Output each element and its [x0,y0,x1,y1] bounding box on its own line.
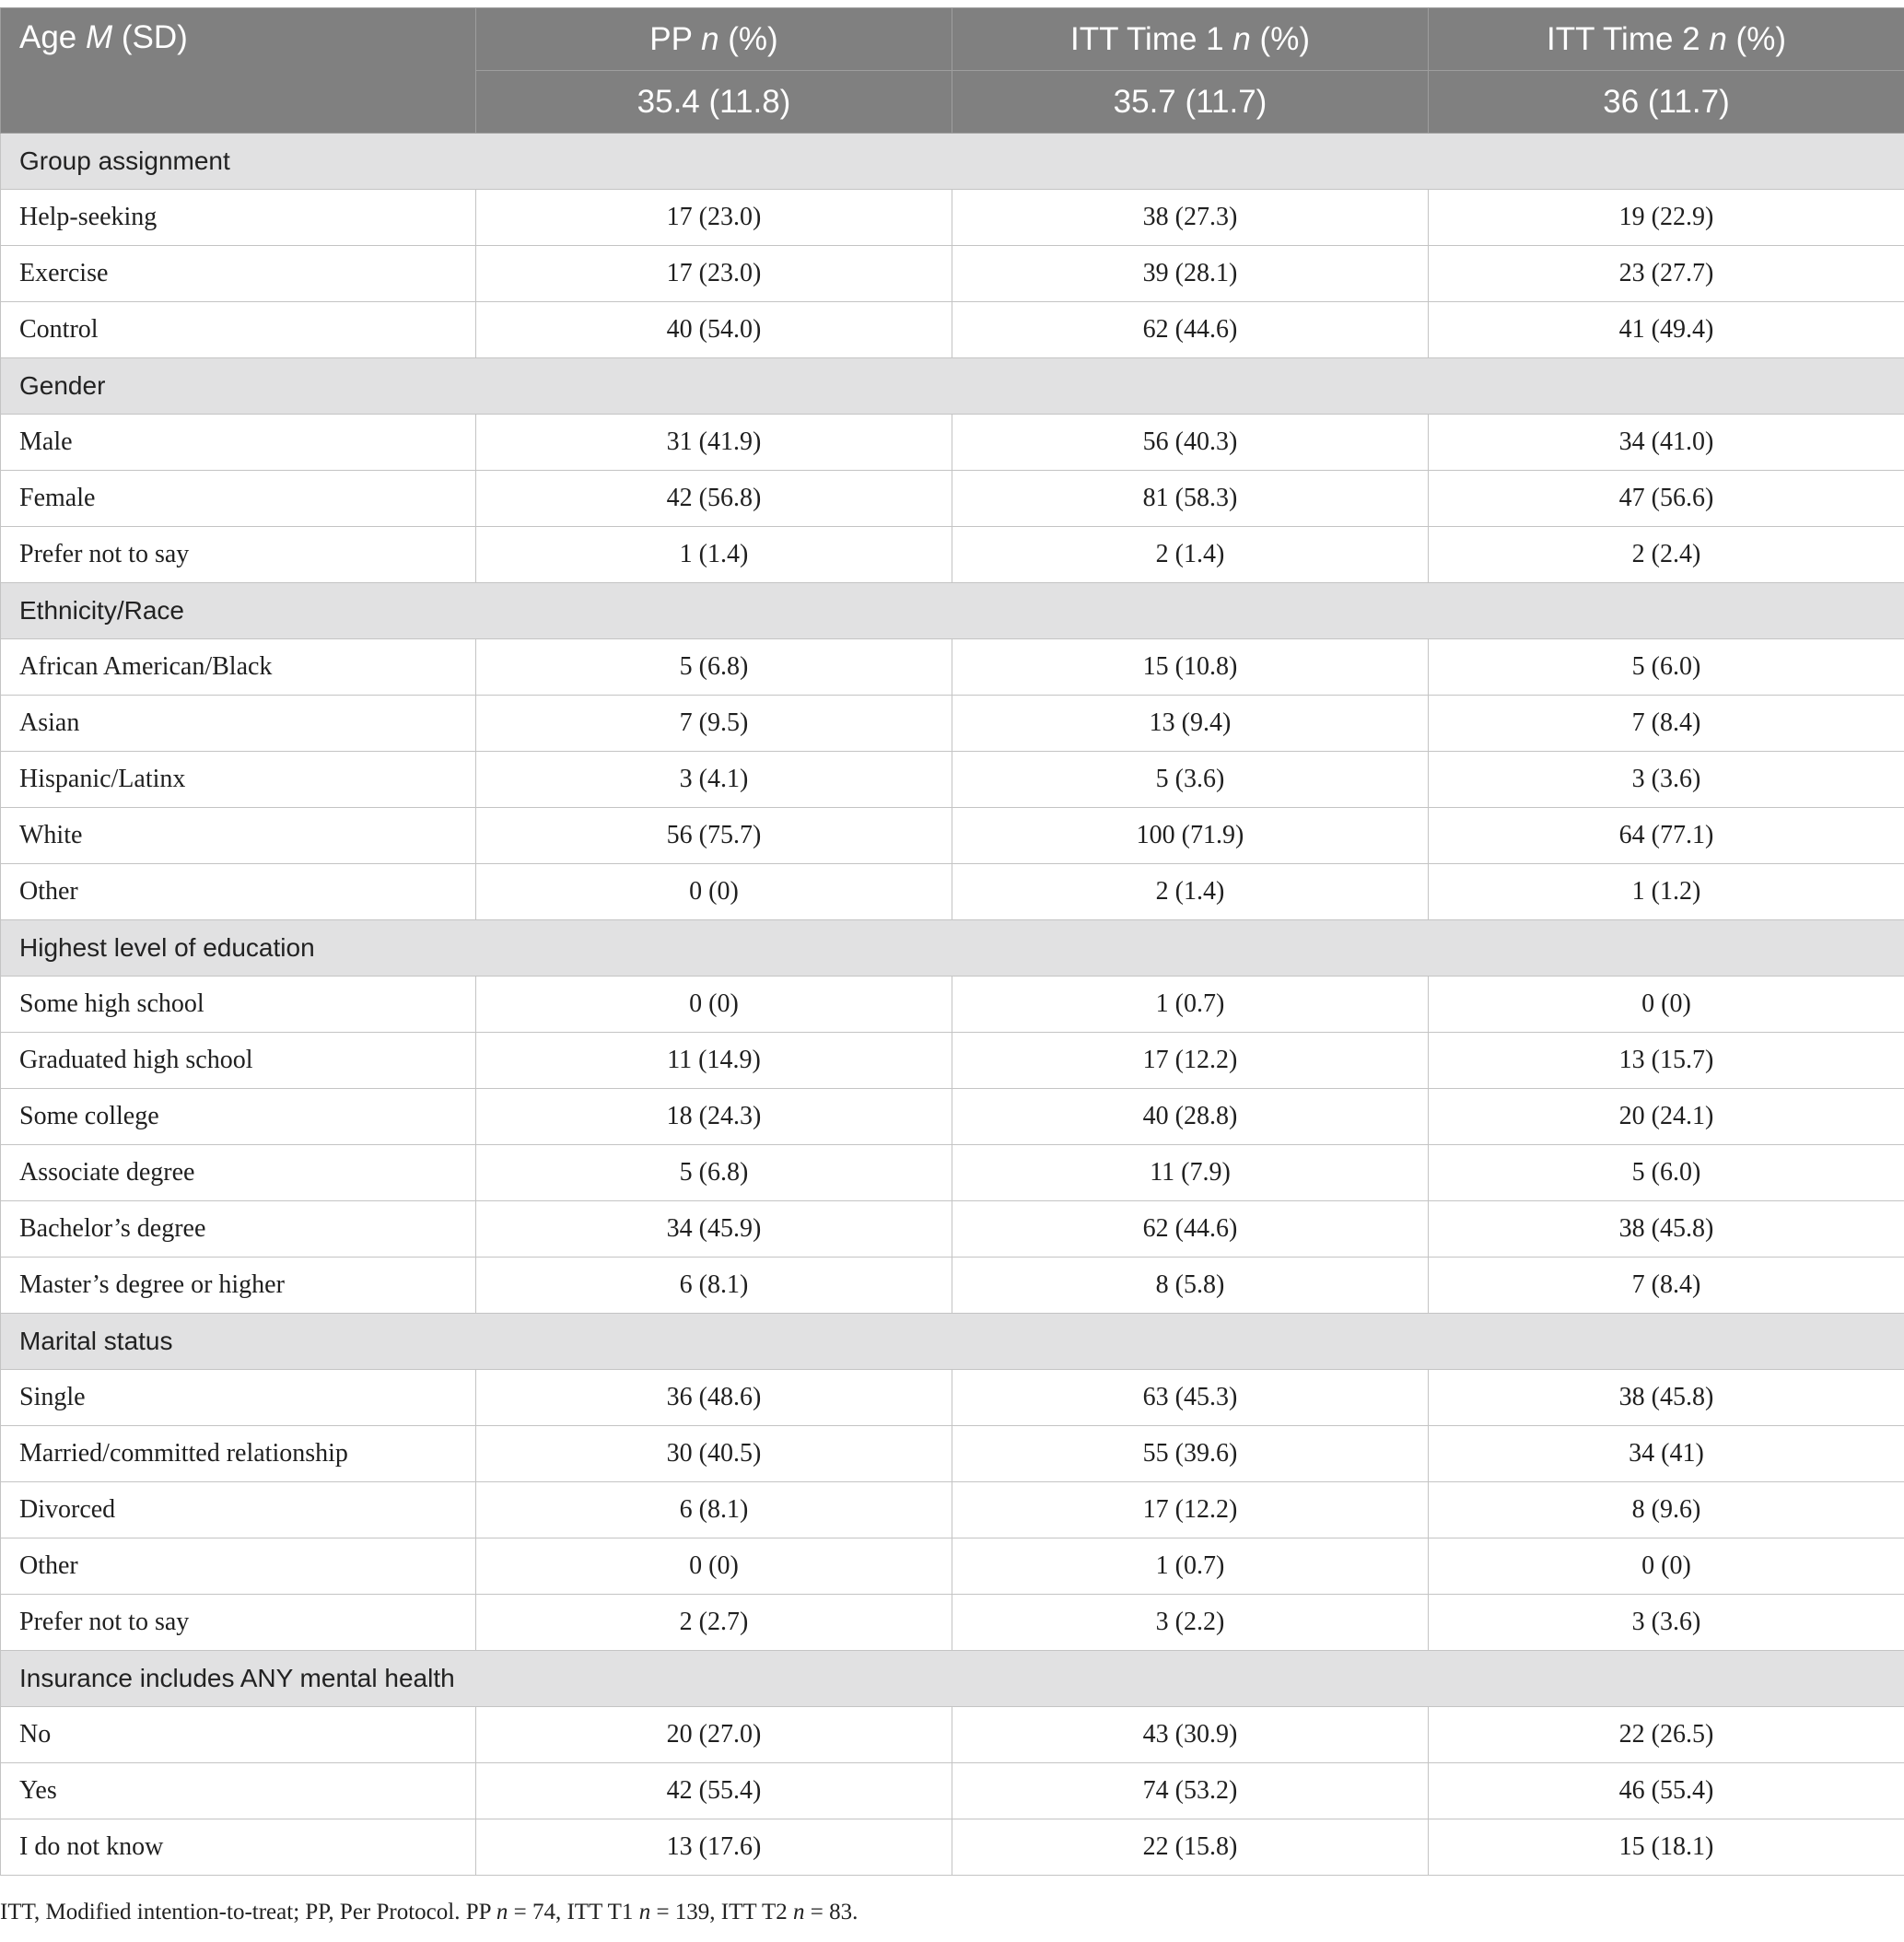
itt-time1-value: 8 (5.8) [952,1258,1429,1314]
itt-time2-value: 47 (56.6) [1429,471,1904,527]
table-row [1,415,1904,471]
row-label: Control [1,302,476,358]
table-row [1,1538,1904,1595]
section-header-row [1,134,1904,190]
row-label: Other [1,864,476,920]
table-row [1,1482,1904,1538]
row-label: No [1,1707,476,1763]
itt-time2-value: 23 (27.7) [1429,246,1904,302]
itt-time1-value: 3 (2.2) [952,1595,1429,1651]
pp-value: 30 (40.5) [476,1426,952,1482]
itt-time2-value: 38 (45.8) [1429,1370,1904,1426]
section-title: Insurance includes ANY mental health [1,1651,1904,1707]
row-label: Help-seeking [1,190,476,246]
table-header [1,8,1904,134]
row-label: Some high school [1,977,476,1033]
pp-value: 42 (55.4) [476,1763,952,1819]
pp-value: 5 (6.8) [476,1145,952,1201]
itt-time2-value: 0 (0) [1429,977,1904,1033]
section-header-row [1,920,1904,977]
pp-value: 18 (24.3) [476,1089,952,1145]
pp-value: 42 (56.8) [476,471,952,527]
itt-time2-value: 64 (77.1) [1429,808,1904,864]
pp-value: 40 (54.0) [476,302,952,358]
table-row [1,1595,1904,1651]
header-row [1,8,1904,71]
itt-time1-value: 1 (0.7) [952,1538,1429,1595]
itt-time1-value: 63 (45.3) [952,1370,1429,1426]
itt-time2-value: 2 (2.4) [1429,527,1904,583]
itt-time2-value: 34 (41) [1429,1426,1904,1482]
row-label: Graduated high school [1,1033,476,1089]
table-row [1,1763,1904,1819]
itt-time1-value: 62 (44.6) [952,1201,1429,1258]
section-title: Highest level of education [1,920,1904,977]
pp-value: 6 (8.1) [476,1258,952,1314]
itt-time1-value: 55 (39.6) [952,1426,1429,1482]
pp-value: 0 (0) [476,864,952,920]
itt-time1-value: 11 (7.9) [952,1145,1429,1201]
table-row [1,1033,1904,1089]
itt-time1-value: 39 (28.1) [952,246,1429,302]
age-header-cell: Age M (SD) [1,8,476,134]
row-label: Prefer not to say [1,1595,476,1651]
age-value-pp: 35.4 (11.8) [476,71,952,134]
itt-time2-header-cell: ITT Time 2 n (%) [1429,8,1904,71]
table-body [1,134,1904,1876]
row-label: Bachelor’s degree [1,1201,476,1258]
itt-time1-value: 81 (58.3) [952,471,1429,527]
table-row [1,752,1904,808]
table-row [1,302,1904,358]
itt-time2-value: 41 (49.4) [1429,302,1904,358]
table-row [1,1258,1904,1314]
table-row [1,1201,1904,1258]
section-header-row [1,1314,1904,1370]
itt-time1-value: 56 (40.3) [952,415,1429,471]
table-row [1,1145,1904,1201]
table-footnote: ITT, Modified intention-to-treat; PP, Per Protocol. PP n = 74, ITT T1 n = 139, ITT T2 n = 83. [0,1900,859,1924]
pp-value: 20 (27.0) [476,1707,952,1763]
itt-time1-value: 13 (9.4) [952,696,1429,752]
row-label: Master’s degree or higher [1,1258,476,1314]
row-label: Divorced [1,1482,476,1538]
section-title: Group assignment [1,134,1904,190]
itt-time2-value: 7 (8.4) [1429,1258,1904,1314]
pp-value: 17 (23.0) [476,246,952,302]
itt-time1-value: 38 (27.3) [952,190,1429,246]
itt-time2-value: 22 (26.5) [1429,1707,1904,1763]
table-row [1,246,1904,302]
section-header-row [1,358,1904,415]
pp-value: 31 (41.9) [476,415,952,471]
row-label: Yes [1,1763,476,1819]
row-label: Other [1,1538,476,1595]
table-row [1,1426,1904,1482]
table-row [1,471,1904,527]
itt-time1-value: 17 (12.2) [952,1482,1429,1538]
itt-time1-value: 1 (0.7) [952,977,1429,1033]
row-label: Prefer not to say [1,527,476,583]
itt-time2-value: 3 (3.6) [1429,1595,1904,1651]
itt-time1-value: 22 (15.8) [952,1819,1429,1876]
itt-time2-value: 20 (24.1) [1429,1089,1904,1145]
pp-value: 2 (2.7) [476,1595,952,1651]
table-row [1,190,1904,246]
pp-value: 5 (6.8) [476,639,952,696]
row-label: Married/committed relationship [1,1426,476,1482]
row-label: Hispanic/Latinx [1,752,476,808]
pp-value: 7 (9.5) [476,696,952,752]
row-label: Some college [1,1089,476,1145]
itt-time2-value: 34 (41.0) [1429,415,1904,471]
table-row [1,977,1904,1033]
itt-time2-value: 15 (18.1) [1429,1819,1904,1876]
row-label: African American/Black [1,639,476,696]
section-header-row [1,583,1904,639]
pp-value: 17 (23.0) [476,190,952,246]
itt-time2-value: 7 (8.4) [1429,696,1904,752]
itt-time1-value: 74 (53.2) [952,1763,1429,1819]
pp-value: 0 (0) [476,1538,952,1595]
row-label: I do not know [1,1819,476,1876]
itt-time2-value: 5 (6.0) [1429,1145,1904,1201]
itt-time1-value: 15 (10.8) [952,639,1429,696]
itt-time2-value: 3 (3.6) [1429,752,1904,808]
pp-value: 6 (8.1) [476,1482,952,1538]
row-label: Exercise [1,246,476,302]
table-row [1,527,1904,583]
pp-value: 11 (14.9) [476,1033,952,1089]
pp-value: 34 (45.9) [476,1201,952,1258]
itt-time1-value: 100 (71.9) [952,808,1429,864]
table-row [1,1089,1904,1145]
pp-header-cell: PP n (%) [476,8,952,71]
table-row [1,1707,1904,1763]
section-title: Marital status [1,1314,1904,1370]
pp-value: 0 (0) [476,977,952,1033]
section-title: Ethnicity/Race [1,583,1904,639]
itt-time1-value: 43 (30.9) [952,1707,1429,1763]
age-value-itt-time1: 35.7 (11.7) [952,71,1429,134]
table-row [1,864,1904,920]
age-value-itt-time2: 36 (11.7) [1429,71,1904,134]
row-label: Female [1,471,476,527]
itt-time2-value: 1 (1.2) [1429,864,1904,920]
row-label: Single [1,1370,476,1426]
itt-time2-value: 8 (9.6) [1429,1482,1904,1538]
itt-time2-value: 19 (22.9) [1429,190,1904,246]
itt-time2-value: 5 (6.0) [1429,639,1904,696]
itt-time1-value: 62 (44.6) [952,302,1429,358]
pp-value: 13 (17.6) [476,1819,952,1876]
row-label: Associate degree [1,1145,476,1201]
row-label: Asian [1,696,476,752]
table-row [1,808,1904,864]
table-row [1,1819,1904,1876]
itt-time2-value: 46 (55.4) [1429,1763,1904,1819]
pp-value: 3 (4.1) [476,752,952,808]
itt-time1-value: 17 (12.2) [952,1033,1429,1089]
pp-value: 56 (75.7) [476,808,952,864]
pp-value: 36 (48.6) [476,1370,952,1426]
demographics-table [0,7,1904,1876]
pp-value: 1 (1.4) [476,527,952,583]
table-row [1,639,1904,696]
itt-time1-value: 2 (1.4) [952,864,1429,920]
itt-time1-value: 5 (3.6) [952,752,1429,808]
itt-time1-header-cell: ITT Time 1 n (%) [952,8,1429,71]
section-title: Gender [1,358,1904,415]
itt-time2-value: 13 (15.7) [1429,1033,1904,1089]
row-label: White [1,808,476,864]
table-row [1,1370,1904,1426]
itt-time1-value: 2 (1.4) [952,527,1429,583]
table-row [1,696,1904,752]
itt-time2-value: 38 (45.8) [1429,1201,1904,1258]
itt-time2-value: 0 (0) [1429,1538,1904,1595]
row-label: Male [1,415,476,471]
itt-time1-value: 40 (28.8) [952,1089,1429,1145]
section-header-row [1,1651,1904,1707]
